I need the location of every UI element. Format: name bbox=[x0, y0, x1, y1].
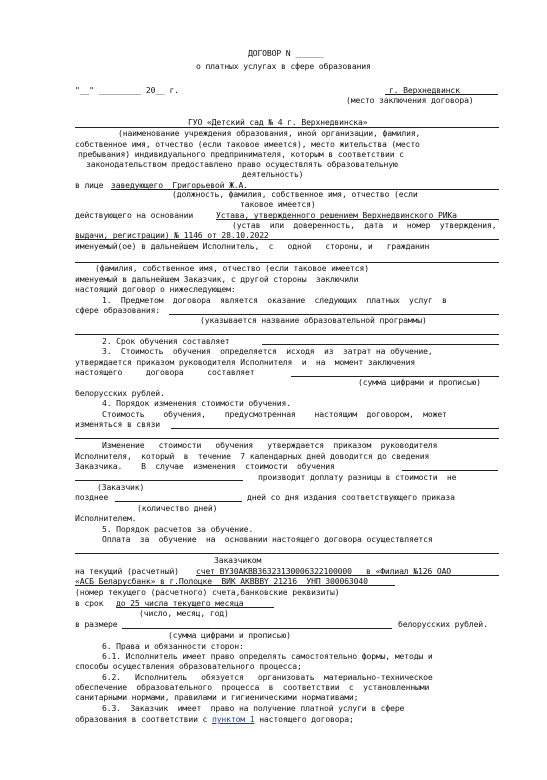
section-5-text: Оплата за обучение на основании настоящего договора осуществляется bbox=[102, 534, 433, 544]
section-2-text: 2. Срок обучения составляет bbox=[102, 336, 230, 346]
org-caption: деятельность) bbox=[242, 169, 304, 179]
city-caption: (место заключения договора) bbox=[346, 95, 474, 105]
section-3-currency: белорусских рублей. bbox=[75, 388, 165, 398]
citizen-caption: (фамилия, собственное имя, отчество (если таковое имеется) bbox=[95, 263, 369, 273]
section-6-2-text: 6.2. Исполнитель обязуется организовать материально-техническое bbox=[102, 672, 433, 682]
section-4-text: Заказчика. В случае изменения стоимости обучения bbox=[75, 461, 335, 471]
basis-value: Устава, утвержденного решением Верхнедвинского РИКа bbox=[216, 210, 457, 220]
days-blank-line bbox=[115, 501, 242, 502]
change-reason-blank-line-2 bbox=[75, 438, 499, 439]
account-value: счет BY30AKBB36323130006322100000 в «Филиал №126 ОАО bbox=[196, 566, 452, 576]
date-line: "__" _________ 20__ г. bbox=[75, 85, 179, 95]
section-6-3-suffix: настоящего договора; bbox=[254, 714, 354, 724]
registration-underline bbox=[75, 239, 499, 240]
section-6-1-text: способы осуществления образовательного процесса; bbox=[75, 661, 302, 671]
program-caption: (указывается название образовательной программы) bbox=[200, 315, 427, 325]
org-name: ГУО «Детский сад № 4 г. Верхнедвинска» bbox=[188, 117, 368, 127]
document-title: ДОГОВОР N ______ bbox=[248, 48, 324, 58]
amount-blank-line bbox=[122, 628, 392, 629]
document-subtitle: о платных услугах в сфере образования bbox=[196, 61, 371, 71]
section-4-title: 4. Порядок изменения стоимости обучения. bbox=[102, 398, 291, 408]
registration-line: выдачи, регистрации) № 1146 от 28.10.2022 bbox=[75, 230, 269, 240]
in-person-value: заведующего Григорьевой Ж.А. bbox=[111, 180, 248, 190]
section-5-customer: Заказчиком bbox=[214, 555, 262, 565]
person-caption: (должность, фамилия, собственное имя, отчество (если bbox=[172, 189, 418, 199]
section-3-text: настоящего договора составляет bbox=[75, 367, 255, 377]
customer-blank-line bbox=[402, 470, 498, 471]
org-caption: собственное имя, отчество (если таковое имеется), место жительства (место bbox=[75, 139, 420, 149]
later-suffix: дней со дня издания соответствующего приказа bbox=[247, 492, 455, 502]
account-caption: (номер текущего (расчетного) счета,банковские реквизиты) bbox=[75, 587, 340, 597]
section-3-text: 3. Стоимость обучения определяется исходя из затрат на обучение, bbox=[102, 346, 433, 356]
section-3-text: утверждается приказом руководителя Исполнителя и на момент заключения bbox=[75, 357, 416, 367]
section-4-text: изменяться в связи bbox=[75, 419, 161, 429]
customer-caption: (Заказчик) bbox=[97, 482, 145, 492]
section-4-text: Исполнителя, который в течение 7 календарных дней доводится до сведения bbox=[75, 451, 430, 461]
term-blank-line bbox=[262, 344, 499, 345]
section-4-text: Изменение стоимости обучения утверждается приказом руководителя bbox=[102, 440, 438, 450]
change-reason-blank-line bbox=[171, 428, 499, 429]
term-caption: (число, месяц, год) bbox=[139, 608, 229, 618]
city: г. Верхнедвинск bbox=[389, 85, 460, 95]
term-prefix: в срок bbox=[75, 598, 113, 608]
in-person-prefix: в лице bbox=[75, 180, 109, 190]
section-6-2-text: санитарными нормами, правилами и гигиеническими нормативами; bbox=[75, 692, 359, 702]
agreement-line: настоящий договор о нижеследующем: bbox=[75, 284, 236, 294]
basis-prefix: действующего на основании bbox=[75, 210, 198, 220]
basis-caption: (устав или доверенность, дата и номер утверждения, bbox=[232, 220, 497, 230]
executor-line: именуемый(ое) в дальнейшем Исполнитель, с одной стороны, и гражданин bbox=[75, 241, 430, 251]
later-prefix: позднее bbox=[75, 492, 109, 502]
payer-blank-line bbox=[75, 553, 499, 554]
account-prefix: на текущий (расчетный) bbox=[75, 566, 184, 576]
section-6-3-text: 6.3. Заказчик имеет право на получение платной услуги в сфере bbox=[102, 703, 405, 713]
section-5-title: 5. Порядок расчетов за обучение. bbox=[102, 524, 254, 534]
bank-underline bbox=[75, 585, 395, 586]
amount-caption: (сумма цифрами и прописью) bbox=[168, 630, 291, 640]
clause-1-link[interactable]: пунктом 1 bbox=[211, 714, 255, 724]
section-4-executor: Исполнителем. bbox=[75, 513, 137, 523]
section-4-text: Стоимость обучения, предусмотренная настоящим договором, может bbox=[102, 409, 447, 419]
bank-value: «АСБ Беларусбанк» в г.Полоцке BИК AKBBBY 21216 УНП 300063040 bbox=[75, 576, 368, 586]
amount-suffix: белорусских рублей. bbox=[398, 619, 488, 629]
customer-line: именуемый в дальнейшем Заказчик, с другой стороны заключили bbox=[75, 274, 359, 284]
amount-prefix: в размере bbox=[75, 619, 118, 629]
org-caption: законодательством предоставлено право осуществлять образовательную bbox=[86, 159, 398, 169]
days-caption: (количество дней) bbox=[137, 503, 218, 513]
section-6-3-line bbox=[75, 714, 354, 724]
cost-caption: (сумма цифрами и прописью) bbox=[358, 377, 481, 387]
section-6-title: 6. Права и обязанности сторон: bbox=[102, 641, 244, 651]
section-6-2-text: обеспечение образовательного процесса в соответствии с установленными bbox=[75, 682, 430, 692]
program-blank-line-2 bbox=[75, 334, 499, 335]
term-value: до 25 числа текущего месяца bbox=[116, 598, 244, 608]
section-6-1-text: 6.1. Исполнитель имеет право определять самостоятельно формы, методы и bbox=[102, 651, 433, 661]
person-caption: таковое имеется) bbox=[240, 199, 316, 209]
customer-blank-line-2 bbox=[75, 480, 243, 481]
section-1-text: 1. Предметом договора является оказание следующих платных услуг в bbox=[102, 295, 447, 305]
org-caption: (наименование учреждения образования, иной организации, фамилия, bbox=[118, 128, 421, 138]
section-1-text: сфере образования: bbox=[75, 305, 161, 315]
section-4-text: производит доплату разницы в стоимости не bbox=[258, 472, 457, 482]
org-caption: пребывания) индивидуального предпринимателя, которым в соответствии с bbox=[78, 149, 404, 159]
section-6-3-prefix: образования в соответствии с bbox=[75, 714, 212, 724]
